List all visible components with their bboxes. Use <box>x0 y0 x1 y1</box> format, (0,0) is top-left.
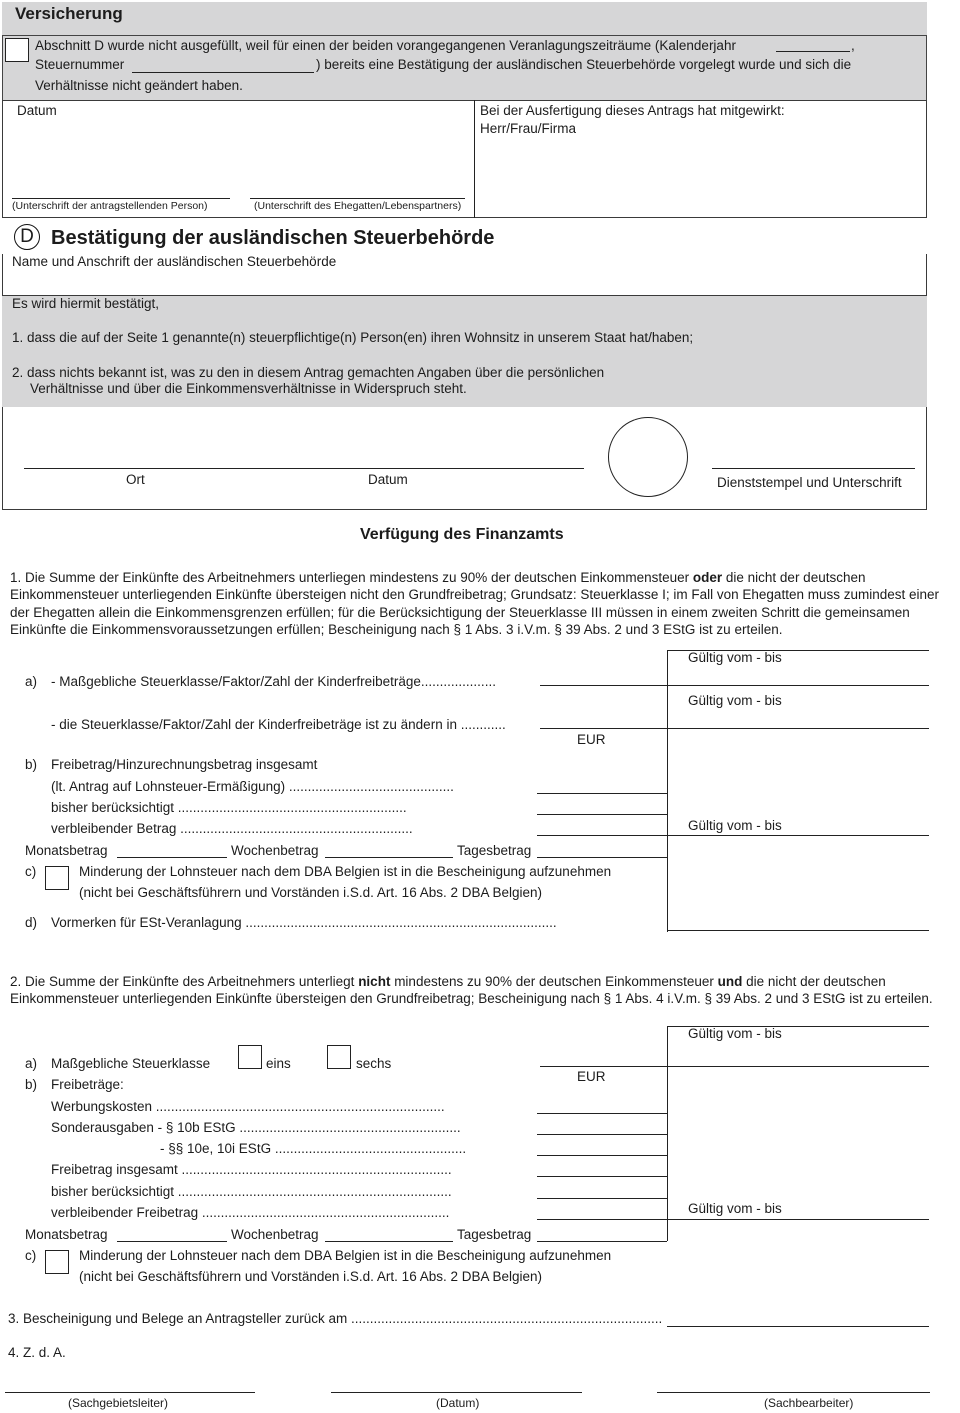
signature-line-2[interactable] <box>250 198 465 199</box>
gueltig-label-4: Gültig vom - bis <box>688 1026 782 1041</box>
tagesbetrag-field[interactable] <box>537 857 667 858</box>
s2-c-label: c) <box>25 1248 37 1263</box>
s2-b-label: b) <box>25 1077 38 1092</box>
versicherung-line3: Verhältnisse nicht geändert haben. <box>35 78 243 93</box>
b-line-3: bisher berücksichtigt ............................................................. <box>51 800 407 815</box>
sonderausgaben-label-2: - §§ 10e, 10i EStG ................................................... <box>160 1141 467 1156</box>
s2-verbleib-field[interactable] <box>537 1219 929 1220</box>
confirm-intro: Es wird hiermit bestätigt, <box>12 296 160 311</box>
gueltig-label-3: Gültig vom - bis <box>688 818 782 833</box>
werbungskosten-label: Werbungskosten ............................................................................. <box>51 1099 445 1114</box>
p2-text-bold-2: und <box>717 974 743 989</box>
sachbearbeiter-caption: (Sachbearbeiter) <box>764 1396 854 1410</box>
footer-datum-caption: (Datum) <box>436 1396 480 1410</box>
s2-c-line-2: (nicht bei Geschäftsführern und Vorständen i.S.d. Art. 16 Abs. 2 DBA Belgien) <box>79 1269 543 1284</box>
confirm-point-1: 1. dass die auf der Seite 1 genannte(n) steuerpflichtige(n) Person(en) ihren Wohnsitz in unserem Staat hat/haben; <box>12 330 694 345</box>
verfuegung-title: Verfügung des Finanzamts <box>360 526 564 543</box>
s2-wochenbetrag-label: Wochenbetrag <box>231 1227 319 1242</box>
authority-signature-box <box>2 407 927 510</box>
freibetrag-insgesamt-label: Freibetrag insgesamt ........................................................................ <box>51 1162 452 1177</box>
monatsbetrag-label: Monatsbetrag <box>25 843 108 858</box>
ort-label: Ort <box>126 472 145 487</box>
verfuegung-paragraph-1 <box>10 569 958 638</box>
versicherung-header-band <box>2 2 927 35</box>
p1-text-bold: oder <box>692 570 723 585</box>
werbungskosten-field[interactable] <box>537 1113 667 1114</box>
s2-tagesbetrag-label: Tagesbetrag <box>457 1227 532 1242</box>
wochenbetrag-label: Wochenbetrag <box>231 843 319 858</box>
sachbearbeiter-line[interactable] <box>657 1392 930 1393</box>
steuerklasse-line[interactable] <box>540 685 929 686</box>
b-line-1: Freibetrag/Hinzurechnungsbetrag insgesamt <box>51 757 318 772</box>
p2-text-post: die nicht der deutschen Einkommensteuer unterliegenden Einkünfte übersteigen den Grundfreibetrag; Bescheinigung nach § 1 Abs. 4 i.V.m. § 39 Abs. 2 und 3 EStG ist zu erteilen. <box>10 974 933 1007</box>
tagesbetrag-label: Tagesbetrag <box>457 843 532 858</box>
steuernummer-field[interactable] <box>132 72 314 73</box>
signature-divider <box>474 100 475 218</box>
datum-label: Datum <box>17 103 57 118</box>
sechs-label: sechs <box>356 1056 392 1071</box>
verfuegung-paragraph-2 <box>10 973 958 1008</box>
s2-c-line-1: Minderung der Lohnsteuer nach dem DBA Belgien ist in die Bescheinigung aufzunehmen <box>79 1248 612 1263</box>
signature-line-1[interactable] <box>12 198 230 199</box>
veranlagung-field[interactable] <box>667 930 929 931</box>
kalenderjahr-field[interactable] <box>776 51 850 52</box>
footer-datum-line[interactable] <box>331 1392 582 1393</box>
eins-label: eins <box>266 1056 291 1071</box>
p2-text-mid: mindestens zu 90% der deutschen Einkommensteuer <box>390 974 718 989</box>
auth-name-label: Name und Anschrift der ausländischen Steuerbehörde <box>12 254 337 269</box>
mitgewirkt-label: Bei der Ausfertigung dieses Antrags hat mitgewirkt: <box>480 103 785 118</box>
mitgewirkt-sub: Herr/Frau/Firma <box>480 121 577 136</box>
b-line-4: verbleibender Betrag .............................................................. <box>51 821 413 836</box>
monatsbetrag-field[interactable] <box>117 857 227 858</box>
c-line-1: Minderung der Lohnsteuer nach dem DBA Belgien ist in die Bescheinigung aufzunehmen <box>79 864 612 879</box>
confirm-point-2b: Verhältnisse und über die Einkommensverhältnisse in Widerspruch steht. <box>30 381 467 396</box>
s2-steuerklasse-line[interactable] <box>540 1066 929 1067</box>
section-d-letter: D <box>20 226 34 247</box>
s2-tagesbetrag-field[interactable] <box>537 1241 667 1242</box>
aenderung-line[interactable] <box>540 728 929 729</box>
section-d-letter-circle <box>14 224 40 250</box>
stempel-line[interactable] <box>712 468 915 469</box>
d-label: d) <box>25 915 38 930</box>
confirm-point-2a: 2. dass nichts bekannt ist, was zu den in diesem Antrag gemachten Angaben über die persönlichen <box>12 365 605 380</box>
a-line-2: - die Steuerklasse/Faktor/Zahl der Kinderfreibeträge ist zu ändern in ............ <box>51 717 506 732</box>
auth-name-field[interactable] <box>2 254 927 296</box>
s2-verbleib-label: verbleibender Freibetrag .................................................................. <box>51 1205 450 1220</box>
gueltig-label-1: Gültig vom - bis <box>688 650 782 665</box>
gueltig-label-5: Gültig vom - bis <box>688 1201 782 1216</box>
ort-line[interactable] <box>24 468 584 469</box>
eur-label-2: EUR <box>577 1069 606 1084</box>
s2-a-label: a) <box>25 1056 38 1071</box>
freibetrag-insgesamt-field[interactable] <box>537 1176 667 1177</box>
s2-wochenbetrag-field[interactable] <box>325 1241 453 1242</box>
b-label: b) <box>25 757 38 772</box>
sonderausgaben-label-1: Sonderausgaben - § 10b EStG ........................................................... <box>51 1120 461 1135</box>
wochenbetrag-field[interactable] <box>325 857 453 858</box>
s2-dba-belgien-checkbox[interactable] <box>45 1250 69 1274</box>
b-line-2: (lt. Antrag auf Lohnsteuer-Ermäßigung) ............................................ <box>51 779 454 794</box>
s2-monatsbetrag-field[interactable] <box>117 1241 227 1242</box>
s2-a-text: Maßgebliche Steuerklasse <box>51 1056 211 1071</box>
signature-2-caption: (Unterschrift des Ehegatten/Lebenspartners) <box>254 200 462 212</box>
section-d-title: Bestätigung der ausländischen Steuerbehörde <box>51 227 495 249</box>
stamp-circle <box>608 417 688 497</box>
verbleibend-field[interactable] <box>537 835 929 836</box>
ort-datum-label: Datum <box>368 472 408 487</box>
p1-text-post: die nicht der deutschen Einkommensteuer unterliegenden Einkünfte übersteigen nicht den Grundfreibetrag; Grundsatz: Steuerklasse I; im Fall von Ehegatten muss zumindest einer der Ehegatten allein die Einkommensgrenzen erfüllen; für die Berücksichtigung der Steuerklasse III müssen in einem zweiten Schritt die gemeinsamen Einkünfte die Einkommensvoraussetzungen erfüllen; Bescheinigung nach § 1 Abs. 3 i.V.m. § 39 Abs. 2 und 3 EStG ist zu erteilen. <box>10 570 940 637</box>
versicherung-checkbox[interactable] <box>5 38 29 62</box>
dba-belgien-checkbox[interactable] <box>45 866 69 890</box>
p1-text-pre: 1. Die Summe der Einkünfte des Arbeitnehmers unterliegen mindestens zu 90% der deutschen Einkommensteuer <box>10 570 693 585</box>
a-line-1: - Maßgebliche Steuerklasse/Faktor/Zahl der Kinderfreibeträge.................... <box>51 674 496 689</box>
s2-b-text: Freibeträge: <box>51 1077 124 1092</box>
bisher-field[interactable] <box>537 814 667 815</box>
steuernummer-label: Steuernummer <box>35 57 125 72</box>
s2-bisher-label: bisher berücksichtigt ......................................................................... <box>51 1184 452 1199</box>
gueltig-label-2: Gültig vom - bis <box>688 693 782 708</box>
freibetrag-field[interactable] <box>537 793 667 794</box>
p2-text-pre: 2. Die Summe der Einkünfte des Arbeitnehmers unterliegt <box>10 974 359 989</box>
s2-bisher-field[interactable] <box>537 1198 667 1199</box>
s2-monatsbetrag-label: Monatsbetrag <box>25 1227 108 1242</box>
paragraph-4: 4. Z. d. A. <box>8 1345 66 1360</box>
sachgebietsleiter-caption: (Sachgebietsleiter) <box>68 1396 169 1410</box>
d-line: Vormerken für ESt-Veranlagung ................................................................................... <box>51 915 557 930</box>
sonderausgaben-field-2[interactable] <box>537 1155 667 1156</box>
c-label: c) <box>25 864 37 879</box>
sachgebietsleiter-line[interactable] <box>5 1392 255 1393</box>
versicherung-line1: Abschnitt D wurde nicht ausgefüllt, weil für einen der beiden vorangegangenen Veranlagungszeiträume (Kalenderjahr <box>35 38 736 53</box>
eur-label-1: EUR <box>577 732 606 747</box>
p2-text-bold-1: nicht <box>358 974 391 989</box>
steuerklasse-sechs-checkbox[interactable] <box>327 1045 351 1069</box>
c-line-2: (nicht bei Geschäftsführern und Vorständen i.S.d. Art. 16 Abs. 2 DBA Belgien) <box>79 885 543 900</box>
steuerklasse-eins-checkbox[interactable] <box>238 1045 262 1069</box>
a-label: a) <box>25 674 38 689</box>
zurueck-am-field[interactable] <box>667 1326 929 1327</box>
versicherung-title: Versicherung <box>15 4 123 23</box>
sonderausgaben-field-1[interactable] <box>537 1134 667 1135</box>
versicherung-line1-end: , <box>851 38 855 53</box>
signature-1-caption: (Unterschrift der antragstellenden Person) <box>12 200 208 212</box>
section2-right-divider <box>667 1026 668 1241</box>
stempel-label: Dienststempel und Unterschrift <box>717 475 902 490</box>
section1-right-divider <box>667 650 668 932</box>
versicherung-line2: ) bereits eine Bestätigung der ausländischen Steuerbehörde vorgelegt wurde und sich die <box>316 57 852 72</box>
paragraph-3: 3. Bescheinigung und Belege an Antragsteller zurück am ................................................................................... <box>8 1311 663 1326</box>
